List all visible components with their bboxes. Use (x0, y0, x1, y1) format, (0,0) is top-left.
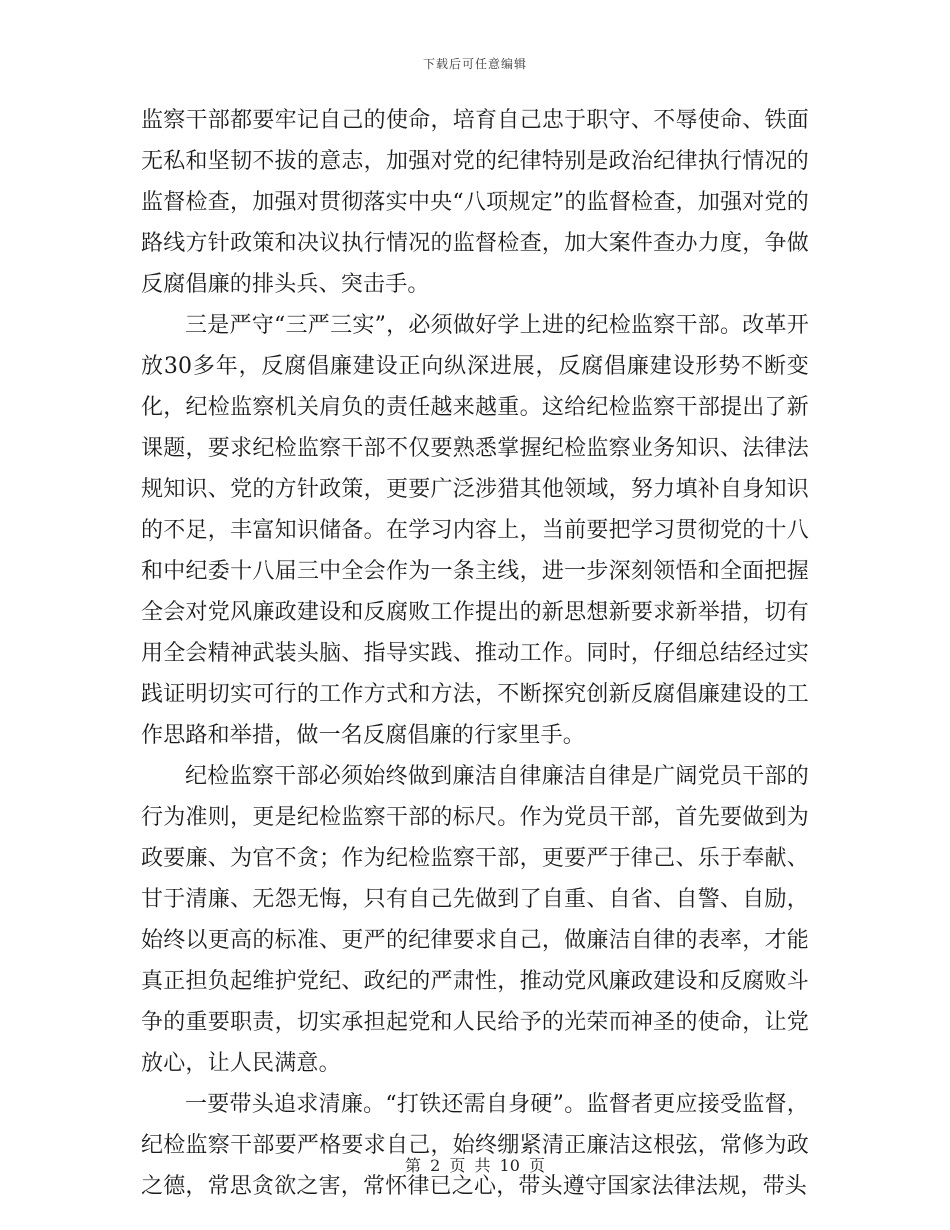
paragraph-4: 一要带头追求清廉。“打铁还需自身硬”。监督者更应接受监督，纪检监察干部要严格要求自己，始终绷紧清正廉洁这根弦，常修为政之德，常思贪欲之害，常怀律已之心，带头遵守国家法律法规，带头 (141, 1092, 809, 1199)
paragraph-3: 纪检监察干部必须始终做到廉洁自律廉洁自律是广阔党员干部的行为准则，更是纪检监察干部的标尺。作为党员干部，首先要做到为政要廉、为官不贪；作为纪检监察干部，更要严于律己、乐于奉献、甘于清廉、无怨无悔，只有自己先做到了自重、自省、自警、自励，始终以更高的标准、更严的纪律要求自己，做廉洁自律的表率，才能真正担负起维护党纪、政纪的严肃性，推动党风廉政建设和反腐败斗争的重要职责，切实承担起党和人民给予的光荣而神圣的使命，让党放心，让人民满意。 (141, 764, 809, 1076)
paragraph-1: 监察干部都要牢记自己的使命，培育自己忠于职守、不辱使命、铁面无私和坚韧不拔的意志，加强对党的纪律特别是政治纪律执行情况的监督检查，加强对贯彻落实中央“八项规定”的监督检查，加强对党的路线方针政策和决议执行情况的监督检查，加大案件查办力度，争做反腐倡廉的排头兵、突击手。 (141, 108, 809, 297)
page-header: 下载后可任意编辑 (422, 57, 527, 71)
paragraph-2: 三是严守“三严三实”，必须做好学上进的纪检监察干部。改革开放30多年，反腐倡廉建设正向纵深进展，反腐倡廉建设形势不断变化，纪检监察机关肩负的责任越来越重。这给纪检监察干部提出了新课题，要求纪检监察干部不仅要熟悉掌握纪检监察业务知识、法律法规知识、党的方针政策，更要广泛涉猎其他领域，努力填补自身知识的不足，丰富知识储备。在学习内容上，当前要把学习贯彻党的十八和中纪委十八届三中全会作为一条主线，进一步深刻领悟和全面把握全会对党风廉政建设和反腐败工作提出的新思想新要求新举措，切有用全会精神武装头脑、指导实践、推动工作。同时，仔细总结经过实践证明切实可行的工作方式和方法，不断探究创新反腐倡廉建设的工作思路和举措，做一名反腐倡廉的行家里手。 (141, 313, 809, 748)
page-footer: 第 2 页 共 10 页 (405, 1156, 545, 1175)
document-body (141, 100, 809, 1207)
